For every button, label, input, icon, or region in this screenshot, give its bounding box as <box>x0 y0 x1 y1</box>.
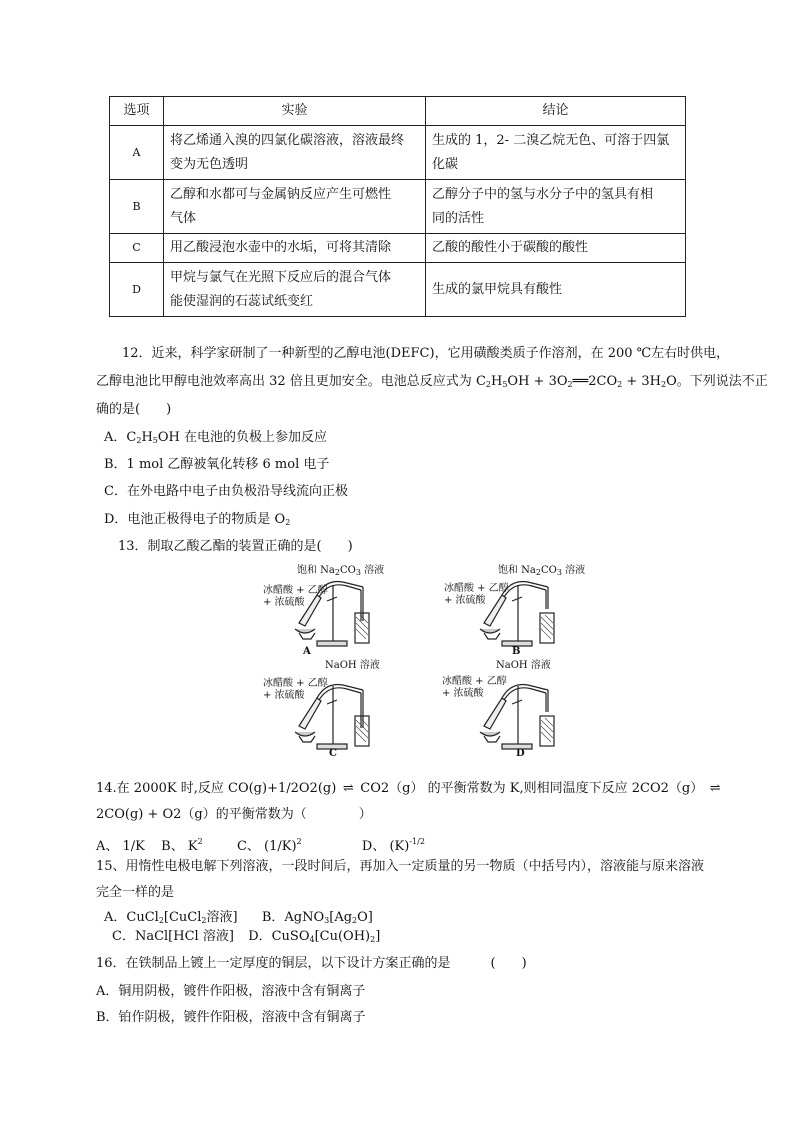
conclusion-line: 化碳 <box>432 156 459 172</box>
reagent-label: + 浓硫酸 <box>263 597 305 608</box>
top-label: NaOH 溶液 <box>496 660 551 671</box>
q14-option-d <box>362 839 425 854</box>
reagent-label: 冰醋酸 + 乙醇 <box>442 676 507 687</box>
row-experiment <box>164 180 426 234</box>
q12-option-a <box>104 429 327 450</box>
text: OH + 3O <box>507 374 568 389</box>
equilibrium-arrow-icon: ⇌ <box>709 781 721 796</box>
apparatus-drawing <box>440 660 600 760</box>
q15-stem-line2: 完全一样的是 <box>96 885 175 900</box>
subscript: 2 <box>617 380 623 389</box>
top-label: NaOH 溶液 <box>325 660 380 671</box>
text: D．电池正极得电子的物质是 O <box>104 512 286 527</box>
experiment-line: 乙醇和水都可与金属钠反应产生可燃性 <box>170 186 392 202</box>
conclusion-line: 乙醇分子中的氢与水分子中的氢具有相 <box>432 186 654 202</box>
experiment-line: 能使湿润的石蕊试纸变红 <box>170 293 314 309</box>
apparatus-drawing <box>255 565 415 657</box>
q12-option-b: B．1 mol 乙醇被氧化转移 6 mol 电子 <box>104 457 330 472</box>
conclusion-line: 同的活性 <box>432 210 485 226</box>
q15-option-d <box>248 929 380 944</box>
table-row <box>110 263 686 317</box>
figure-caption: D <box>516 748 525 759</box>
apparatus-figure-d <box>440 660 600 760</box>
text: 溶液 <box>360 565 385 576</box>
subscript: 2 <box>535 568 541 577</box>
reagent-label: + 浓硫酸 <box>263 690 305 701</box>
experiment-line: 变为无色透明 <box>170 156 249 172</box>
row-option: D <box>110 263 164 317</box>
row-conclusion: 乙酸的酸性小于碳酸的酸性 <box>426 234 686 263</box>
text: 溶液] <box>206 910 238 925</box>
reagent-label: 冰醋酸 + 乙醇 <box>263 585 328 596</box>
figure-caption: A <box>303 646 311 657</box>
text: CO <box>540 565 557 576</box>
row-option: A <box>110 126 164 180</box>
row-experiment: 用乙酸浸泡水壶中的水垢，可将其清除 <box>164 234 426 263</box>
text: CO <box>339 565 356 576</box>
subscript: 2 <box>567 380 573 389</box>
subscript: 5 <box>502 380 508 389</box>
text: 溶液 <box>561 565 586 576</box>
reagent-label: + 浓硫酸 <box>442 688 484 699</box>
text: O。下列说法不正 <box>666 374 768 389</box>
row-conclusion: 生成的氯甲烷具有酸性 <box>426 263 686 317</box>
superscript: -1/2 <box>409 837 425 846</box>
q12-stem-line3: 确的是( ) <box>96 402 172 417</box>
reagent-label: + 浓硫酸 <box>444 595 486 606</box>
text: B．AgNO <box>261 910 325 925</box>
conclusion-line: 生成的 1，2- 二溴乙烷无色、可溶于四氯 <box>432 132 670 148</box>
text: H <box>490 374 503 389</box>
subscript: 2 <box>661 380 667 389</box>
subscript: 3 <box>324 916 330 925</box>
row-experiment <box>164 263 426 317</box>
apparatus-drawing <box>255 660 415 760</box>
q15-option-b <box>262 910 373 925</box>
q14-option-a: A、 1/K <box>96 839 145 854</box>
equilibrium-arrow-icon: ⇌ <box>342 781 354 796</box>
figure-caption: B <box>512 646 521 657</box>
row-conclusion <box>426 180 686 234</box>
table-row <box>110 180 686 234</box>
apparatus-drawing <box>440 565 600 657</box>
text: H <box>141 430 153 445</box>
text: C、 (1/K) <box>236 839 297 854</box>
subscript: 2 <box>485 380 491 389</box>
superscript: 2 <box>197 837 203 846</box>
q14-stem-line1 <box>96 780 727 798</box>
text: 乙醇电池比甲醇电池效率高出 32 倍且更加安全。电池总反应式为 C <box>96 374 486 389</box>
text: + 3H <box>622 374 661 389</box>
q14-options <box>96 833 425 856</box>
text: 饱和 Na <box>498 565 536 576</box>
q14-option-b <box>161 839 203 854</box>
q15-option-a <box>104 910 238 925</box>
table-row <box>110 126 686 180</box>
q16-option-a: A．铜用阴极，镀件作阳极，溶液中含有铜离子 <box>96 984 366 999</box>
experiment-line: 甲烷与氯气在光照下反应后的混合气体 <box>170 269 392 285</box>
q14-stem-line2: 2CO(g) + O2（g）的平衡常数为（ ） <box>96 807 372 822</box>
reagent-label: 冰醋酸 + 乙醇 <box>263 678 328 689</box>
header-experiment: 实验 <box>164 97 426 126</box>
table-row <box>110 234 686 263</box>
subscript: 2 <box>334 568 340 577</box>
text: [CuCl <box>163 910 202 925</box>
header-option: 选项 <box>110 97 164 126</box>
subscript: 5 <box>152 436 158 445</box>
options-table <box>109 96 686 317</box>
figure-caption: C <box>329 748 337 759</box>
text: D、 (K) <box>361 839 410 854</box>
row-option: B <box>110 180 164 234</box>
text: CO2（g） 的平衡常数为 K,则相同温度下反应 2CO2（g） <box>360 781 704 796</box>
apparatus-figure-b <box>440 565 600 657</box>
q16-stem <box>96 955 527 973</box>
text: A．C <box>104 430 137 445</box>
text: OH 在电池的负极上参加反应 <box>157 430 328 445</box>
q12-stem-line1: 12．近来，科学家研制了一种新型的乙醇电池(DEFC)，它用磺酸类质子作溶剂，在 200 ℃左右时供电， <box>122 346 730 361</box>
answer-blank: ( ) <box>490 956 527 971</box>
subscript: 3 <box>355 568 361 577</box>
table-header-row <box>110 97 686 126</box>
top-label <box>498 565 585 578</box>
subscript: 2 <box>370 935 376 944</box>
q15-stem-line1: 15、用惰性电极电解下列溶液，一段时间后，再加入一定质量的另一物质（中括号内），溶液能与原来溶液 <box>96 859 705 874</box>
subscript: 2 <box>201 916 207 925</box>
text: 饱和 Na <box>297 565 335 576</box>
text: [Cu(OH) <box>314 929 371 944</box>
q15-options-row1 <box>104 909 373 930</box>
text: B、 K <box>161 839 198 854</box>
q14-option-c <box>237 839 302 854</box>
q12-option-d <box>104 511 290 532</box>
subscript: 2 <box>285 518 291 527</box>
q15-options-row2 <box>112 928 380 949</box>
q12-stem-line2 <box>96 373 768 394</box>
superscript: 2 <box>296 837 302 846</box>
text: O] <box>357 910 373 925</box>
apparatus-figure-a <box>255 565 415 657</box>
row-experiment <box>164 126 426 180</box>
text: 14.在 2000K 时,反应 CO(g)+1/2O2(g) <box>96 781 337 796</box>
q16-option-b: B．铂作阴极，镀件作阳极，溶液中含有铜离子 <box>96 1010 366 1025</box>
subscript: 3 <box>556 568 562 577</box>
row-option: C <box>110 234 164 263</box>
subscript: 4 <box>309 935 315 944</box>
apparatus-figure-c <box>255 660 415 760</box>
text: ] <box>375 929 381 944</box>
q13-stem: 13．制取乙酸乙酯的装置正确的是( ) <box>118 539 353 554</box>
experiment-line: 将乙烯通入溴的四氯化碳溶液，溶液最终 <box>170 132 405 148</box>
q15-option-c: C．NaCl[HCl 溶液] <box>112 929 234 944</box>
text: A．CuCl <box>104 910 159 925</box>
text: 16．在铁制品上镀上一定厚度的铜层，以下设计方案正确的是 <box>96 956 451 971</box>
row-conclusion <box>426 126 686 180</box>
reagent-label: 冰醋酸 + 乙醇 <box>444 583 509 594</box>
header-conclusion: 结论 <box>426 97 686 126</box>
text: [Ag <box>329 910 353 925</box>
top-label <box>297 565 384 578</box>
subscript: 2 <box>136 436 142 445</box>
text: D．CuSO <box>248 929 310 944</box>
subscript: 2 <box>158 916 164 925</box>
text: ══2CO <box>572 374 618 389</box>
experiment-line: 气体 <box>170 210 197 226</box>
q12-option-c: C．在外电路中电子由负极沿导线流向正极 <box>104 484 348 499</box>
subscript: 2 <box>352 916 358 925</box>
